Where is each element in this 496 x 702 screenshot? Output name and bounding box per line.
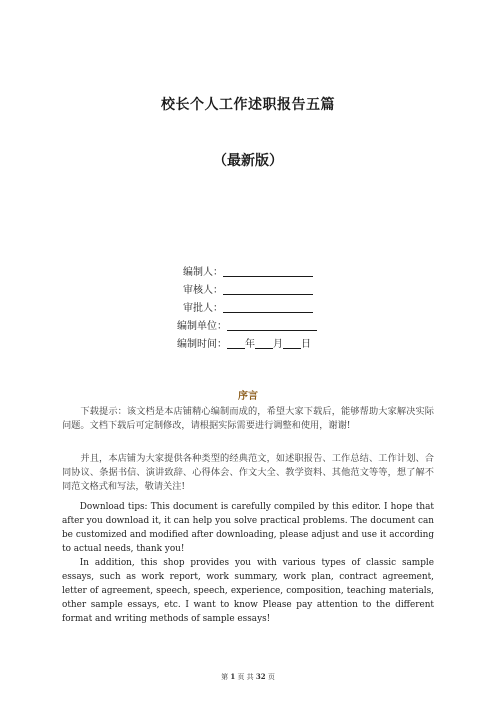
editor-row xyxy=(180,264,317,282)
reviewer-label: 审核人： xyxy=(183,285,223,296)
footer-page-number: 1 xyxy=(230,672,236,681)
footer-prefix: 第 xyxy=(221,673,229,681)
document-subtitle: （最新版） xyxy=(213,153,283,169)
editor-label: 编制人： xyxy=(183,267,223,278)
month-label: 月 xyxy=(273,339,283,350)
time-row xyxy=(177,336,317,354)
reviewer-row xyxy=(180,282,317,300)
document-meta xyxy=(177,264,317,354)
editor-blank-line xyxy=(223,264,313,277)
footer-middle: 页 共 xyxy=(237,673,254,681)
preface-paragraph-zh-1: 下载提示：该文档是本店铺精心编制而成的，希望大家下载后，能够帮助大家解决实际问题。文档下载后可定制修改，请根据实际需要进行调整和使用，谢谢! xyxy=(62,406,434,431)
day-blank-line xyxy=(283,336,301,349)
preface-heading: 序言 xyxy=(238,391,258,402)
unit-row xyxy=(177,318,317,336)
approver-label: 审批人： xyxy=(183,303,223,314)
unit-label: 编制单位： xyxy=(177,321,227,332)
footer-suffix: 页 xyxy=(267,673,275,681)
reviewer-blank-line xyxy=(223,282,313,295)
page-footer xyxy=(0,672,496,682)
approver-blank-line xyxy=(223,300,313,313)
month-blank-line xyxy=(255,336,273,349)
footer-total-pages: 32 xyxy=(255,672,266,681)
day-label: 日 xyxy=(301,339,311,350)
preface-paragraph-zh-2: 并且，本店铺为大家提供各种类型的经典范文，如述职报告、工作总结、工作计划、合同协议、条据书信、演讲致辞、心得体会、作文大全、教学资料、其他范文等等，想了解不同范文格式和写法，敬请关注! xyxy=(62,453,434,492)
time-label: 编制时间： xyxy=(177,339,227,350)
year-blank-line xyxy=(227,336,245,349)
preface-paragraph-en-2: In addition, this shop provides you with various types of classic sample essays, such as work report, work summary, work plan, contract agreement, letter of agreement, speech, speech, experience, composition, teaching materials, other sample essays, etc. I want to know Please pay attention to the different format and writing methods of sample essays! xyxy=(62,558,434,624)
year-label: 年 xyxy=(245,339,255,350)
document-title: 校长个人工作述职报告五篇 xyxy=(161,97,335,113)
approver-row xyxy=(180,300,317,318)
unit-blank-line xyxy=(227,318,317,331)
preface-paragraph-en-1: Download tips: This document is carefully compiled by this editor. I hope that after you download it, it can help you solve practical problems. The document can be customized and modified after downloading, please adjust and use it according to actual needs, thank you! xyxy=(62,502,434,554)
